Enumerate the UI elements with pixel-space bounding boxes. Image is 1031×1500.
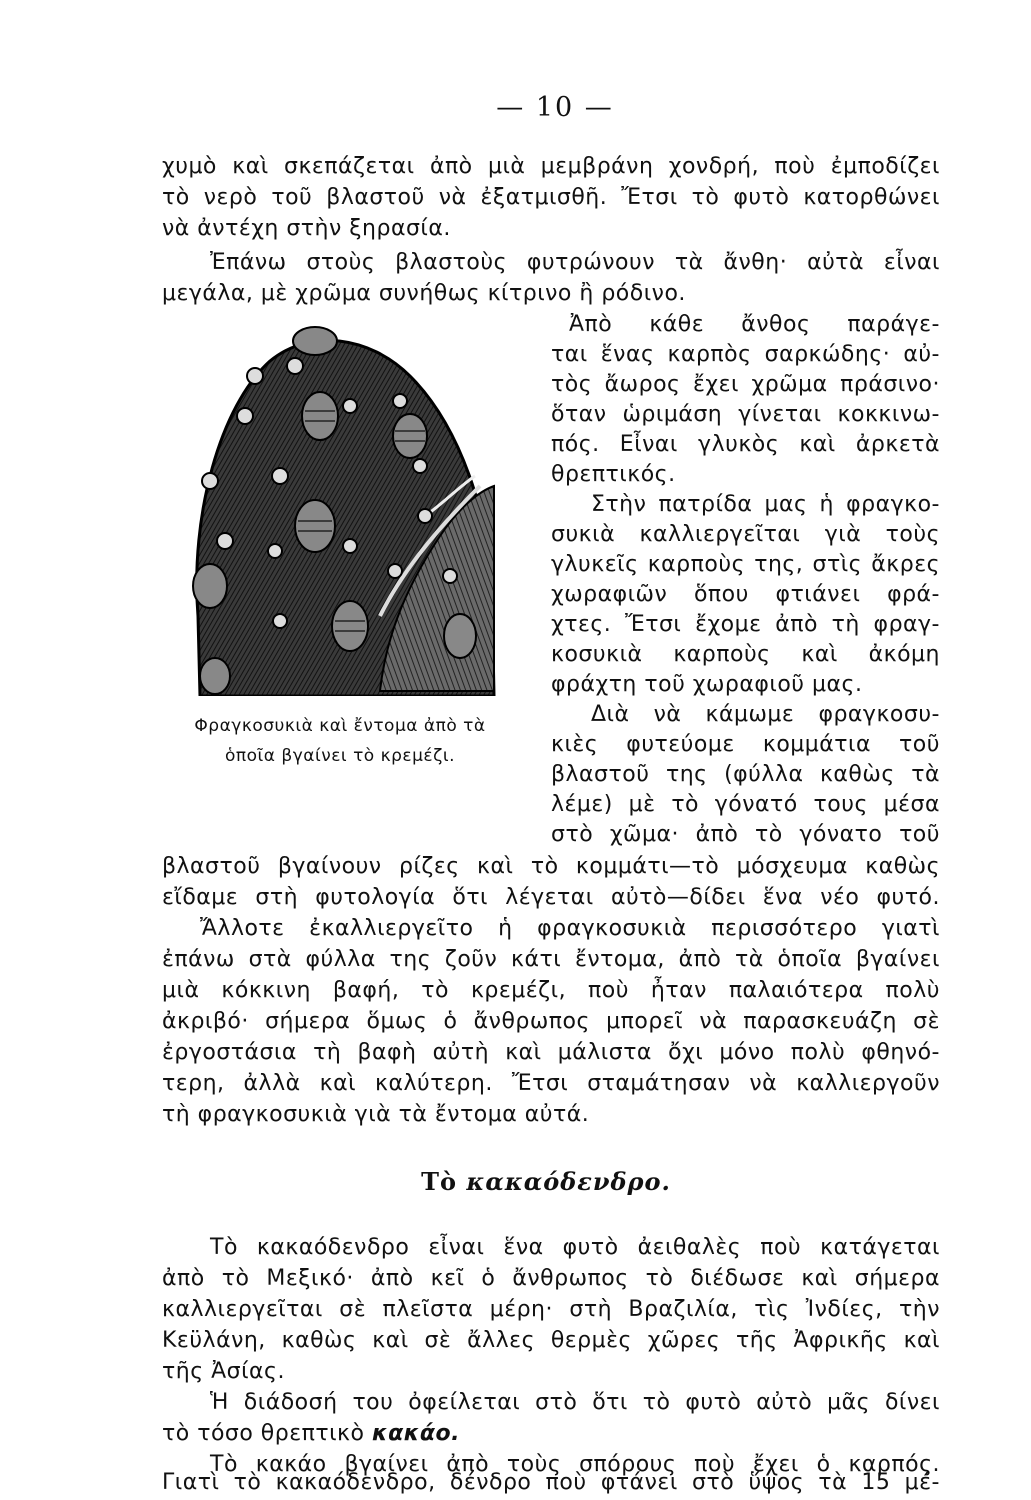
- text-line: Ἐπάνω στοὺς βλαστοὺς φυτρώνουν τὰ ἄνθη· αὐτὰ εἶναι: [210, 250, 940, 275]
- text-line: ἀκριβό· σήμερα ὅμως ὁ ἄνθρωπος μπορεῖ νὰ παρασκευάζη σὲ: [162, 1009, 940, 1034]
- text-line: ἀπὸ τὸ Μεξικό· ἀπὸ κεῖ ὁ ἄνθρωπος τὸ διέδωσε καὶ σήμερα: [162, 1266, 940, 1291]
- text-line: νὰ ἀντέχη στὴν ξηρασία.: [162, 216, 451, 241]
- text-line: Ἡ διάδοσή του ὀφείλεται στὸ ὅτι τὸ φυτὸ αὐτὸ μᾶς δίνει: [210, 1390, 940, 1415]
- text-line: συκιὰ καλλιεργεῖται γιὰ τοὺς: [551, 522, 940, 547]
- text-line: ἐπάνω στὰ φύλλα της ζοῦν κάτι ἔντομα, ἀπὸ τὰ ὁποῖα βγαίνει: [162, 947, 940, 972]
- text-line: μεγάλα, μὲ χρῶμα συνήθως κίτρινο ἢ ρόδινο.: [162, 281, 686, 306]
- text-line: τὴ φραγκοσυκιὰ γιὰ τὰ ἔντομα αὐτά.: [162, 1102, 590, 1127]
- text-line: [162, 1419, 940, 1449]
- text-line: τῆς Ἀσίας.: [162, 1359, 285, 1384]
- heading-title: κακαόδενδρο.: [466, 1167, 671, 1196]
- emphasized-word: κακάο.: [371, 1421, 460, 1446]
- text-line: Στὴν πατρίδα μας ἡ φραγκο-: [591, 492, 940, 517]
- text-line: λέμε) μὲ τὸ γόνατό τους μέσα: [551, 792, 940, 817]
- text-line: Διὰ νὰ κάμωμε φραγκοσυ-: [591, 702, 940, 727]
- text-line: φράχτη τοῦ χωραφιοῦ μας.: [551, 672, 863, 697]
- text-line: Ἄλλοτε ἐκαλλιεργεῖτο ἡ φραγκοσυκιὰ περισσότερο γιατὶ: [200, 916, 940, 941]
- text-line: κιὲς φυτεύομε κομμάτια τοῦ: [551, 732, 940, 757]
- text-line: τερη, ἀλλὰ καὶ καλύτερη. Ἔτσι σταμάτησαν νὰ καλλιεργοῦν: [162, 1071, 940, 1096]
- page-number: — 10 —: [496, 92, 614, 123]
- text-line: γλυκεῖς καρποὺς της, στὶς ἄκρες: [551, 552, 940, 577]
- text-line: Τὸ κακαόδενδρο εἶναι ἕνα φυτὸ ἀειθαλὲς ποὺ κατάγεται: [210, 1235, 940, 1260]
- figure-caption: ὁποῖα βγαίνει τὸ κρεμέζι.: [224, 746, 456, 766]
- section-heading: [0, 1167, 1031, 1196]
- text-line: χυμὸ καὶ σκεπάζεται ἀπὸ μιὰ μεμβράνη χονδρή, ποὺ ἐμποδίζει: [162, 154, 940, 179]
- text-line: Τὸ κακάο βγαίνει ἀπὸ τοὺς σπόρους ποὺ ἔχει ὁ καρπός.: [210, 1452, 940, 1477]
- text-line: πός. Εἶναι γλυκὸς καὶ ἀρκετὰ: [551, 432, 940, 457]
- cactus-insects-drawing: [180, 316, 496, 696]
- text-line: τὸ νερὸ τοῦ βλαστοῦ νὰ ἐξατμισθῆ. Ἔτσι τὸ φυτὸ κατορθώνει: [162, 185, 940, 210]
- text-line: Κεϋλάνη, καθὼς καὶ σὲ ἄλλες θερμὲς χῶρες τῆς Ἀφρικῆς καὶ: [162, 1328, 940, 1353]
- text-line: τὸς ἄωρος ἔχει χρῶμα πράσινο·: [551, 372, 940, 397]
- text-line: στὸ χῶμα· ἀπὸ τὸ γόνατο τοῦ: [551, 822, 940, 847]
- heading-article: Τὸ: [421, 1167, 457, 1196]
- figure-caption: Φραγκοσυκιὰ καὶ ἔντομα ἀπὸ τὰ: [194, 716, 486, 736]
- text-line: χτες. Ἔτσι ἔχομε ἀπὸ τὴ φραγ-: [551, 612, 940, 637]
- text-line: καλλιεργεῖται σὲ πλεῖστα μέρη· στὴ Βραζιλία, τὶς Ἰνδίες, τὴν: [162, 1297, 940, 1322]
- text-span: τὸ τόσο θρεπτικὸ: [162, 1421, 372, 1446]
- text-line: κοσυκιὰ καρποὺς καὶ ἀκόμη: [551, 642, 940, 667]
- text-line: μιὰ κόκκινη βαφή, τὸ κρεμέζι, ποὺ ἦταν παλαιότερα πολὺ: [162, 978, 940, 1003]
- text-line: Γιατὶ τὸ κακαόδενδρο, δένδρο ποὺ φτάνει στὸ ὕψος τὰ 15 μέ-: [162, 1470, 940, 1495]
- text-line: ται ἕνας καρπὸς σαρκώδης· αὐ-: [551, 342, 940, 367]
- text-line: θρεπτικός.: [551, 462, 676, 487]
- text-line: βλαστοῦ βγαίνουν ρίζες καὶ τὸ κομμάτι—τὸ μόσχευμα καθὼς: [162, 854, 940, 879]
- text-line: εἴδαμε στὴ φυτολογία ὅτι λέγεται αὐτὸ—δίδει ἕνα νέο φυτό.: [162, 885, 940, 910]
- text-line: χωραφιῶν ὅπου φτιάνει φρά-: [551, 582, 940, 607]
- text-line: ὅταν ὡριμάση γίνεται κοκκινω-: [551, 402, 940, 427]
- text-line: Ἀπὸ κάθε ἄνθος παράγε-: [569, 312, 940, 337]
- text-line: ἐργοστάσια τὴ βαφὴ αὐτὴ καὶ μάλιστα ὄχι μόνο πολὺ φθηνό-: [162, 1040, 940, 1065]
- text-line: βλαστοῦ της (φύλλα καθὼς τὰ: [551, 762, 940, 787]
- prickly-pear-illustration: [180, 316, 496, 696]
